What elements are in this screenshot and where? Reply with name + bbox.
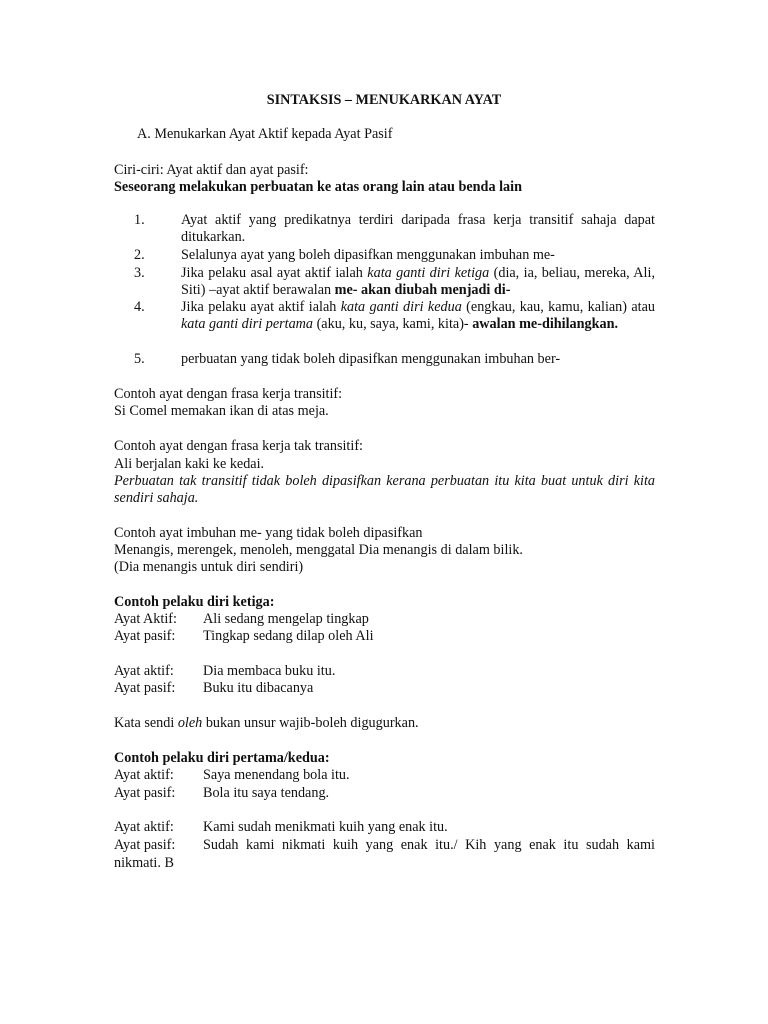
pertama-1-pasif-label: Ayat pasif: — [114, 785, 176, 801]
list-item-4-a: Jika pelaku ayat aktif ialah — [181, 299, 341, 315]
pertama-2-aktif-label: Ayat aktif: — [114, 819, 174, 835]
section-a-heading: A. Menukarkan Ayat Aktif kepada Ayat Pasif — [137, 126, 393, 142]
list-number-5: 5. — [134, 351, 145, 367]
pertama-1-pasif: Bola itu saya tendang. — [203, 785, 330, 801]
example-2-line: Ali berjalan kaki ke kedai. — [114, 456, 265, 472]
pertama-1-aktif-label: Ayat aktif: — [114, 767, 174, 783]
list-item-4-c: (engkau, kau, kamu, kalian) atau — [461, 299, 656, 315]
ketiga-1-aktif-label: Ayat Aktif: — [114, 611, 177, 627]
ketiga-1-aktif: Ali sedang mengelap tingkap — [203, 611, 369, 627]
list-item-4-italic-2: kata ganti diri pertama — [181, 316, 314, 332]
list-item-3-a: Jika pelaku asal ayat aktif ialah — [181, 265, 368, 281]
ketiga-1-pasif: Tingkap sedang dilap oleh Ali — [203, 628, 374, 644]
page-title: SINTAKSIS – MENUKARKAN AYAT — [266, 92, 502, 108]
pertama-2-aktif: Kami sudah menikmati kuih yang enak itu. — [203, 819, 448, 835]
list-item-4 — [181, 299, 655, 333]
list-number-4: 4. — [134, 299, 145, 315]
list-item-3-italic: kata ganti diri ketiga — [367, 265, 490, 281]
last-line: nikmati. B — [114, 855, 174, 871]
example-2-heading: Contoh ayat dengan frasa kerja tak transitif: — [114, 438, 363, 454]
example-1-heading: Contoh ayat dengan frasa kerja transitif: — [114, 386, 343, 402]
example-3-line-2: (Dia menangis untuk diri sendiri) — [114, 559, 304, 575]
example-3-line-1: Menangis, merengek, menoleh, menggatal Dia menangis di dalam bilik. — [114, 542, 523, 558]
ketiga-heading-text: Contoh pelaku diri ketiga: — [114, 594, 275, 610]
pertama-heading-text: Contoh pelaku diri pertama/kedua: — [114, 750, 330, 766]
ciri-bold-text: Seseorang melakukan perbuatan ke atas orang lain atau benda lain — [114, 179, 522, 195]
pertama-2-pasif: Sudah kami nikmati kuih yang enak itu./ Kih yang enak itu sudah kami — [203, 837, 655, 853]
ketiga-heading — [114, 594, 274, 611]
list-item-3 — [181, 265, 655, 299]
example-3-heading: Contoh ayat imbuhan me- yang tidak boleh dipasifkan — [114, 525, 423, 541]
kata-sendi-note — [114, 715, 419, 732]
example-2-note: Perbuatan tak transitif tidak boleh dipasifkan kerana perbuatan itu kita buat untuk diri kita sendiri sahaja. — [114, 473, 655, 506]
kata-sendi-oleh: oleh — [177, 715, 203, 731]
kata-sendi-b: bukan unsur wajib-boleh digugurkan. — [202, 715, 419, 731]
list-item-4-bold: awalan me-dihilangkan. — [472, 316, 619, 332]
pertama-heading — [114, 750, 330, 767]
list-item-5: perbuatan yang tidak boleh dipasifkan menggunakan imbuhan ber- — [181, 351, 561, 367]
list-number-2: 2. — [134, 247, 145, 263]
pertama-2-pasif-label: Ayat pasif: — [114, 837, 176, 853]
list-number-3: 3. — [134, 265, 145, 281]
ketiga-2-pasif: Buku itu dibacanya — [203, 680, 314, 696]
ketiga-1-pasif-label: Ayat pasif: — [114, 628, 176, 644]
ketiga-2-aktif: Dia membaca buku itu. — [203, 663, 336, 679]
list-item-3-c: (dia, ia, beliau, mereka, Ali, Siti) –ayat aktif berawalan — [181, 265, 655, 298]
list-item-3-bold: me- akan diubah menjadi di- — [334, 282, 511, 298]
list-item-1: Ayat aktif yang predikatnya terdiri daripada frasa kerja transitif sahaja dapat ditukarkan. — [181, 212, 655, 245]
list-item-4-italic-1: kata ganti diri kedua — [340, 299, 462, 315]
list-number-1: 1. — [134, 212, 145, 228]
ciri-label: Ciri-ciri: Ayat aktif dan ayat pasif: — [114, 162, 309, 178]
ketiga-2-pasif-label: Ayat pasif: — [114, 680, 176, 696]
ketiga-2-aktif-label: Ayat aktif: — [114, 663, 174, 679]
ciri-bold — [114, 179, 522, 196]
list-item-4-e: (aku, ku, saya, kami, kita)- — [313, 316, 473, 332]
pertama-1-aktif: Saya menendang bola itu. — [203, 767, 350, 783]
example-1-line: Si Comel memakan ikan di atas meja. — [114, 403, 329, 419]
list-item-2: Selalunya ayat yang boleh dipasifkan menggunakan imbuhan me- — [181, 247, 555, 263]
kata-sendi-a: Kata sendi — [114, 715, 178, 731]
